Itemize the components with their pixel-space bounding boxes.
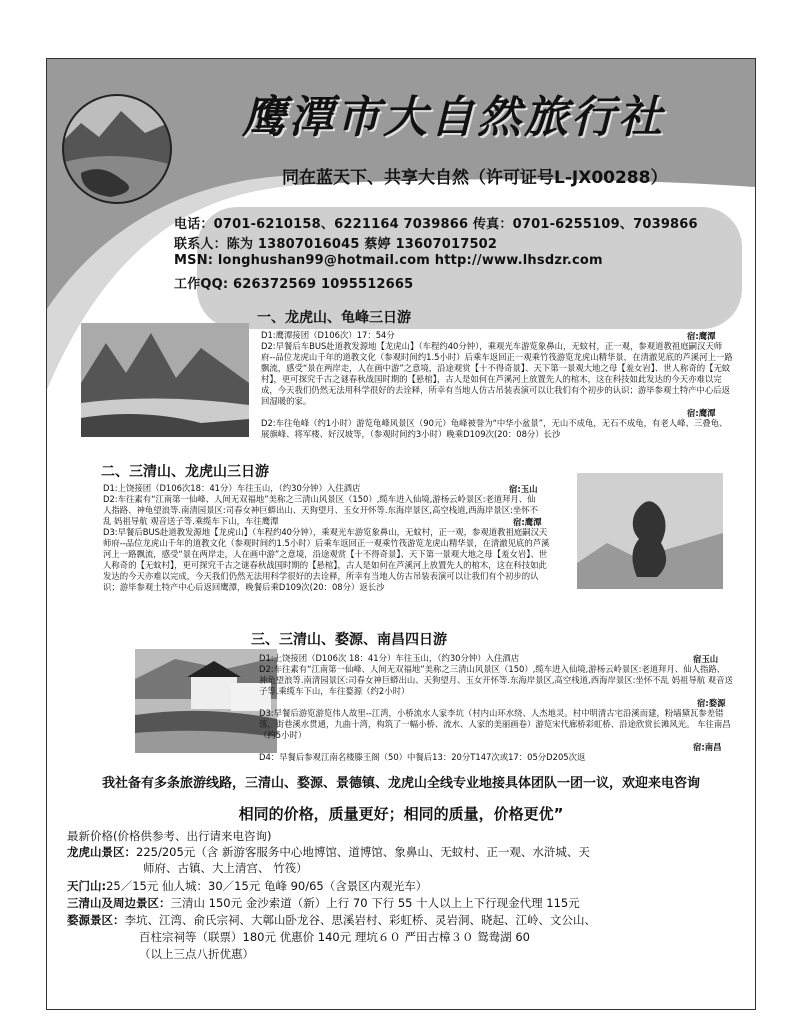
price-tianmenshan-text: 25／15元 仙人城：30／15元 龟峰 90/65（含景区内观光车） (106, 879, 428, 893)
contact-phone: 电话：0701-6210158、6221164 7039866 传真：0701-6255109、7039866 (174, 217, 698, 232)
tour3-day3: D3:早餐后游览游览伟人故里--江湾，小桥流水人家李坑（村内山环水绕、人杰地灵。村中明清古宅沿溪而建，粉墙黛瓦参差错落，街巷溪水贯通，九曲十湾，构筑了一幅小桥、流水、人家的美丽画卷）游览宋代廊桥彩虹桥、沿途欣赏长滩风光。 车往南昌（约5小时） (259, 708, 731, 740)
tour1-day1: D1:鹰潭接团（D106次）17：54分 (261, 330, 395, 340)
price-tianmenshan-label: 天门山: (67, 879, 107, 893)
price-sanqingshan-label: 三清山及周边景区： (67, 896, 171, 910)
tour2-day1: D1:上饶接团（D106次18：41分）车往玉山，（约30分钟）入住酒店 (103, 483, 361, 493)
price-sanqingshan (67, 896, 580, 911)
contact-msn: MSN: longhushan99@hotmail.com http://www.lhsdzr.com (174, 253, 603, 268)
promo-banner: 我社备有多条旅游线路，三清山、婺源、景德镇、龙虎山全线专业地接具体团队一团一议，欢迎来电咨询 (101, 776, 700, 791)
tour3-day2: D2:车往素有“江南第一仙峰、人间无双福地”美称之三清山风景区（150）,缆车进入仙境,游杨云岭景区:老道拜月、仙人指路、神龟望浪等.南清园景区:司春女神巨蟒出山、天狗望月、玉女开怀等.东海岸景区,高空栈道,西海岸景区:坐怀不乱 妈祖导航 观音送子等.乘缆车下山，车往婺源（约2小时） (259, 664, 733, 696)
price-longhushan-label: 龙虎山景区： (67, 845, 136, 859)
tour3-day2-tag: 宿:婺源 (697, 698, 726, 708)
tour2-day3: D3:早餐后BUS赴道教发源地【龙虎山】（车程约40分钟），乘观光车游览象鼻山，无蚊村，正一观，参观道教祖庭嗣汉天师府--品位龙虎山千年的道教文化（参观时间约1.5小时）后乘车返回正一观乘竹筏游览龙虎山精华景，在清澈见底的芦溪河上一路飘流，感受“景在两岸走，人在画中游”之意境，沿途观赏【十不得奇景】、天下第一景观大地之母【羞女岩】、世人称奇的【无蚊村】，更可探究千古之谜春秋战国时期的【悬棺】，古人是如何在芦溪河上放置先人的棺木，这在科技如此发达的今天亦难以完成，今天我们仍然无法用科学很好的去诠释，所幸有当地人仿古吊装表演可以让我们有个初步的认识；游毕参观土特产中心后返回鹰潭，晚餐后乘D109次(20：08分）返长沙 (103, 527, 550, 592)
slogan: 同在蓝天下、共享大自然（许可证号L-JX00288） (282, 168, 668, 188)
contact-people: 联系人：陈为 13807016045 蔡婷 13607017502 (174, 237, 498, 252)
tour2-day2-tag: 宿:鹰潭 (513, 517, 542, 527)
price-longhushan-text: 225/205元（含 新游客服务中心地博馆、道博馆、象鼻山、无蚊村、正一观、水浒城、天 (136, 845, 590, 859)
price-tianmenshan (67, 879, 427, 894)
price-wuyuan-label: 婺源景区： (67, 913, 125, 927)
tour2-day2: D2:车往素有“江南第一仙峰、人间无双福地”美称之三清山风景区（150）,缆车进入仙境,游杨云岭景区:老道拜月、仙人指路、神龟望浪等.南清园景区:司春女神巨蟒出山、天狗望月、玉女开怀等.东海岸景区,高空栈道,西海岸景区:坐怀不乱 妈祖导航 观音送子等.乘缆车下山，车往鹰潭 (103, 494, 539, 526)
tour1-title: 一、龙虎山、龟峰三日游 (257, 310, 411, 326)
tour3-photo (135, 649, 277, 753)
contact-qq: 工作QQ: 626372569 1095512665 (174, 277, 414, 292)
tour2-day1-tag: 宿:玉山 (509, 484, 538, 494)
tour1-day1-tag: 宿:鹰潭 (687, 331, 716, 341)
tour3-day3-tag: 宿:南昌 (693, 742, 722, 752)
price-sanqingshan-text: 三清山 150元 金沙索道（新）上行 70 下行 55 十人以上上下行现金代理 115元 (170, 896, 580, 910)
price-wuyuan-line3: （以上三点八折优惠） (139, 947, 254, 961)
price-longhushan (67, 845, 590, 860)
price-wuyuan (67, 913, 596, 928)
price-wuyuan-line2: 百柱宗祠等（联票）180元 优惠价 140元 理坑６０ 严田古樟３０ 鸳鸯湖 60 (139, 930, 530, 944)
tour2-title: 二、三清山、龙虎山三日游 (101, 464, 269, 480)
tour3-day4: D4：早餐后参观江南名楼滕王阁（50）中餐后13：20分T147次或17：05分D205次返 (259, 752, 586, 762)
tour1-photo (81, 323, 249, 437)
tour1-day2-tag: 宿:鹰潭 (687, 408, 716, 418)
price-longhushan-line2: 师府、古镇、大上清宫、 竹筏） (143, 861, 308, 875)
page-title: 鹰潭市大自然旅行社 (242, 92, 665, 143)
motto: 相同的价格，质量更好；相同的质量，价格更优” (238, 805, 564, 823)
tour3-title: 三、三清山、婺源、南昌四日游 (251, 632, 447, 648)
price-wuyuan-text: 李坑、江湾、俞氏宗祠、大鄣山卧龙谷、思溪岩村、彩虹桥、灵岩洞、晓起、江岭、文公山、 (124, 913, 596, 927)
tour1-day2: D2:早餐后车BUS赴道教发源地【龙虎山】（车程约40分钟），乘观光车游览象鼻山，无蚊村，正一观，参观道教祖庭嗣汉天师府--品位龙虎山千年的道教文化（参观时间约1.5小时）后乘车返回正一观乘竹筏游览龙虎山精华景，在清澈见底的芦溪河上一路飘流，感受“景在两岸走，人在画中游”之意境，沿途观赏【十不得奇景】、天下第一景观大地之母【羞女岩】、世人称奇的【无蚊村】，更可探究千古之谜春秋战国时期的【悬棺】，古人是如何在芦溪河上放置先人的棺木，这在科技如此发达的今天亦难以完成，今天我们仍然无法用科学很好的去诠释，所幸有当地人仿古吊装表演可以让我们有个初步的认识；游毕参观土特产中心后返回湿暖的家。 (261, 341, 733, 406)
tour3-day1-tag: 宿玉山 (693, 654, 719, 664)
brochure-page (46, 58, 756, 1010)
price-heading: 最新价格(价格供参考、出行请来电咨询) (67, 829, 272, 843)
logo-landscape-photo (61, 93, 173, 205)
tour2-photo (577, 473, 723, 589)
tour3-day1: D1:上饶接团（D106次 18：41分）车往玉山，（约30分钟）入住酒店 (259, 653, 520, 663)
tour1-day3: D2:车往龟峰（约1小时）游览龟峰风景区（90元）龟峰被誉为“中华小盆景”，无山不成龟，无石不成龟，有老人峰、三叠龟、展旗峰、将军楼、好汉坡等，（参观时间约3小时）晚乘D109次(20：08分）长沙 (261, 418, 728, 439)
